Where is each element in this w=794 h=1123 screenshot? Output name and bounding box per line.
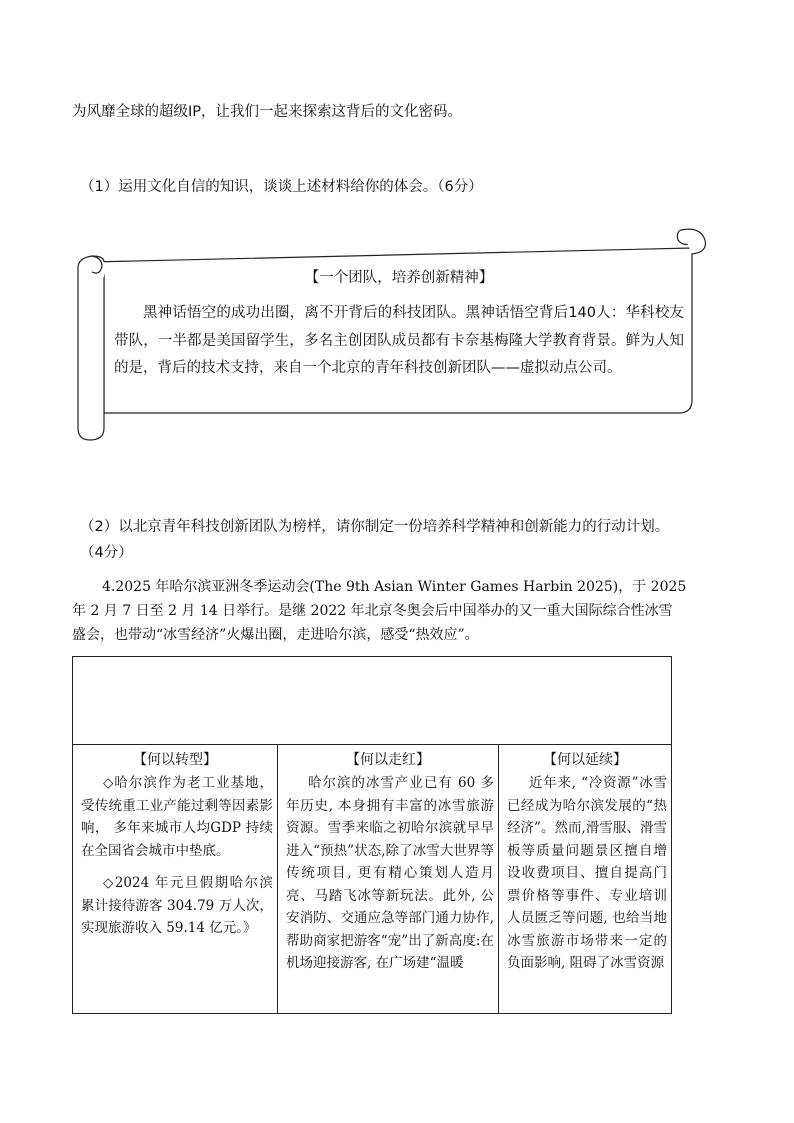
info-table bbox=[72, 656, 672, 1014]
q4-line-3: 盛会，也带动“冰雪经济”火爆出圈，走进哈尔滨，感受“热效应”。 bbox=[72, 627, 479, 643]
intro-line: 为风靡全球的超级IP，让我们一起来探索这背后的文化密码。 bbox=[72, 104, 463, 120]
column-body bbox=[73, 770, 277, 940]
column-paragraph: 近年来, “冷资源”冰雪已经成为哈尔滨发展的“热经济”。然而,滑雪服、滑雪板等质量问题景区擅自增设收费项目、擅自提高门票价格等事件、专业培训人员匮乏等问题, 也给当地冰雪旅游市场带来一定的负面影响, 阻碍了冰雪资源 bbox=[507, 775, 667, 971]
q4-line-2: 年 2 月 7 日至 2 月 14 日举行。是继 2022 年北京冬奥会后中国举办的又一重大国际综合性冰雪 bbox=[72, 603, 673, 619]
question-2-line-2: （4分） bbox=[80, 545, 133, 561]
table-column bbox=[73, 745, 278, 1013]
column-body bbox=[499, 770, 671, 975]
scroll-body: 黑神话悟空的成功出圈，离不开背后的科技团队。黑神话悟空背后140人：华科校友带队，一半都是美国留学生，多名主创团队成员都有卡奈基梅隆大学教育背景。鲜为人知的是，背后的技术支持，来自一个北京的青年科技创新团队——虚拟动点公司。 bbox=[114, 305, 684, 376]
q4-line-1: 4.2025 年哈尔滨亚洲冬季运动会(The 9th Asian Winter Games Harbin 2025)，于 2025 bbox=[102, 579, 687, 595]
column-heading: 【何以转型】 bbox=[133, 752, 217, 768]
column-heading: 【何以延续】 bbox=[543, 752, 627, 768]
table-column bbox=[278, 745, 499, 1013]
table-column bbox=[499, 745, 671, 1013]
table-image-area bbox=[73, 657, 671, 745]
column-body bbox=[278, 770, 498, 975]
column-paragraph: ◇哈尔滨作为老工业基地，受传统重工业产能过剩等因素影响， 多年来城市人均GDP 持续在全国省会城市中垫底。 bbox=[81, 775, 273, 859]
column-paragraph: 哈尔滨的冰雪产业已有 60 多年历史, 本身拥有丰富的冰雪旅游资源。雪季来临之初哈尔滨就早早进入“预热”状态,除了冰雪大世界等传统项目, 更有精心策划人造月亮、马踏飞冰等新玩法。此外, 公安消防、交通应急等部门通力协作, 帮助商家把游客“宠”出了新高度:在机场迎接游客, 在广场建“温暖 bbox=[286, 775, 494, 971]
question-1: （1）运用文化自信的知识，谈谈上述材料给你的体会。（6分） bbox=[80, 179, 483, 195]
scroll-title: 【一个团队，培养创新精神】 bbox=[304, 270, 494, 286]
column-paragraph: ◇2024 年元旦假期哈尔滨累计接待游客 304.79 万人次，实现旅游收入 59.14 亿元。》 bbox=[81, 875, 273, 936]
scroll-frame bbox=[0, 0, 794, 460]
column-heading: 【何以走红】 bbox=[346, 752, 430, 768]
question-2-line-1: （2）以北京青年科技创新团队为榜样，请你制定一份培养科学精神和创新能力的行动计划。 bbox=[80, 519, 670, 535]
